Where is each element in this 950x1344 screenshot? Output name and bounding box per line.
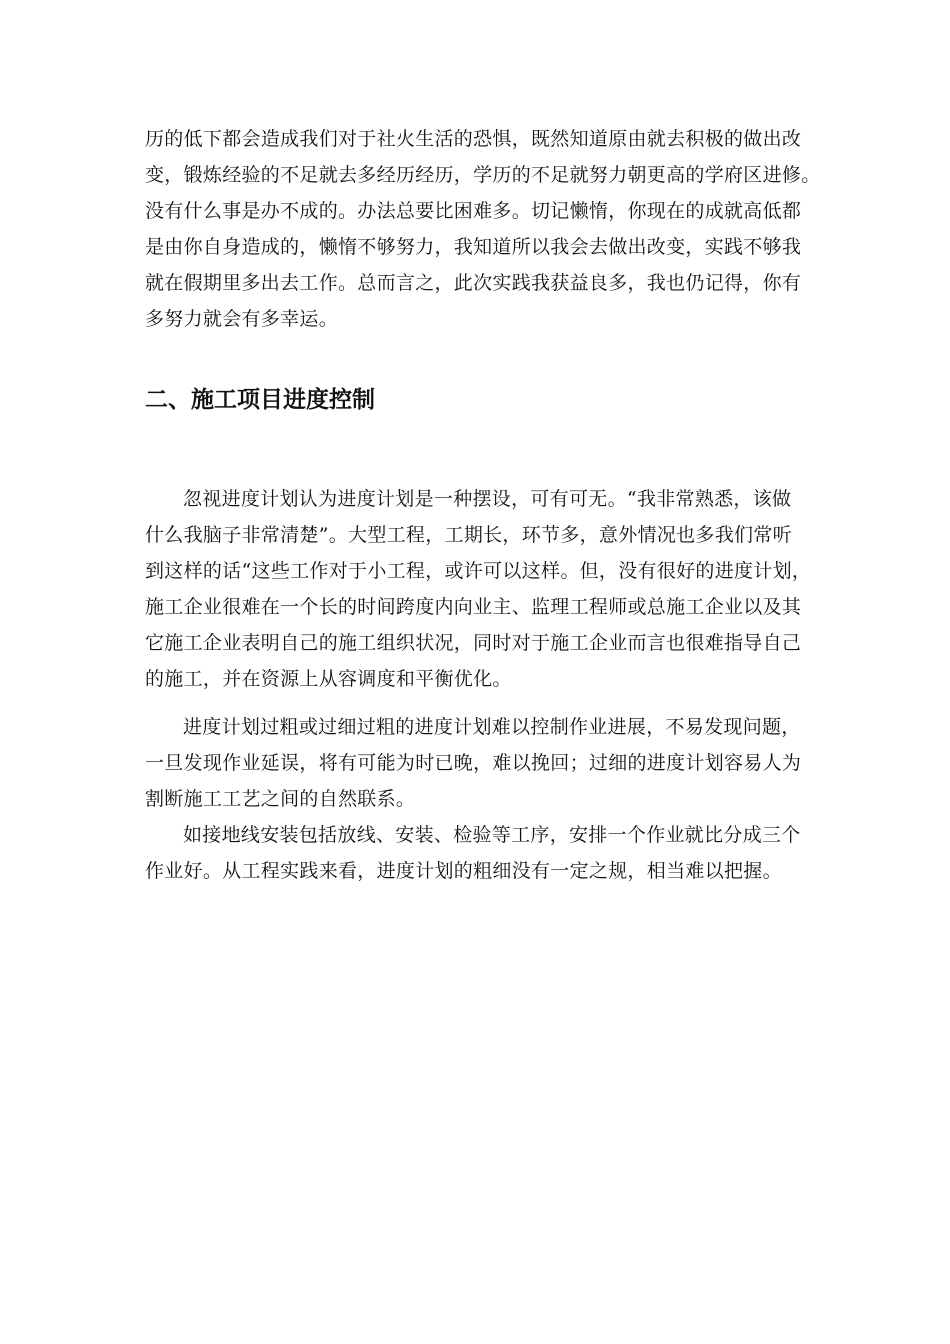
paragraph-line: 割断施工工艺之间的自然联系。 (145, 788, 416, 810)
paragraph-line: 什么我脑子非常清楚”。大型工程，工期长，环节多，意外情况也多我们常听 (145, 524, 792, 546)
paragraph-line: 就在假期里多出去工作。总而言之，此次实践我获益良多，我也仍记得，你有 (145, 272, 802, 294)
body-paragraph-3 (145, 817, 805, 889)
paragraph-line: 历的低下都会造成我们对于社火生活的恐惧，既然知道原由就去积极的做出改 (145, 128, 802, 150)
paragraph-line: 进度计划过粗或过细过粗的进度计划难以控制作业进展，不易发现问题， (183, 716, 801, 738)
paragraph-line: 变，锻炼经验的不足就去多经历经历，学历的不足就努力朝更高的学府区进修。 (145, 164, 821, 186)
body-paragraph-1 (145, 481, 812, 697)
paragraph-line: 如接地线安装包括放线、安装、检验等工序，安排一个作业就比分成三个 (183, 824, 801, 846)
paragraph-line: 施工企业很难在一个长的时间跨度内向业主、监理工程师或总施工企业以及其 (145, 596, 802, 618)
intro-paragraph (145, 121, 821, 337)
paragraph-line: 多努力就会有多幸运。 (145, 308, 339, 330)
paragraph-line: 作业好。从工程实践来看，进度计划的粗细没有一定之规，相当难以把握。 (145, 860, 782, 882)
paragraph-line: 忽视进度计划认为进度计划是一种摆设，可有可无。“我非常熟悉，该做 (183, 488, 792, 510)
paragraph-line: 的施工，并在资源上从容调度和平衡优化。 (145, 668, 512, 690)
paragraph-line: 是由你自身造成的，懒惰不够努力，我知道所以我会去做出改变，实践不够我 (145, 236, 802, 258)
section-heading: 二、施工项目进度控制 (145, 387, 375, 413)
paragraph-line: 没有什么事是办不成的。办法总要比困难多。切记懒惰，你现在的成就高低都 (145, 200, 802, 222)
paragraph-line: 到这样的话“这些工作对于小工程，或许可以这样。但，没有很好的进度计划， (145, 560, 812, 582)
paragraph-line: 一旦发现作业延误，将有可能为时已晚，难以挽回；过细的进度计划容易人为 (145, 752, 802, 774)
paragraph-line: 它施工企业表明自己的施工组织状况，同时对于施工企业而言也很难指导自己 (145, 632, 802, 654)
body-paragraph-2 (145, 709, 805, 817)
